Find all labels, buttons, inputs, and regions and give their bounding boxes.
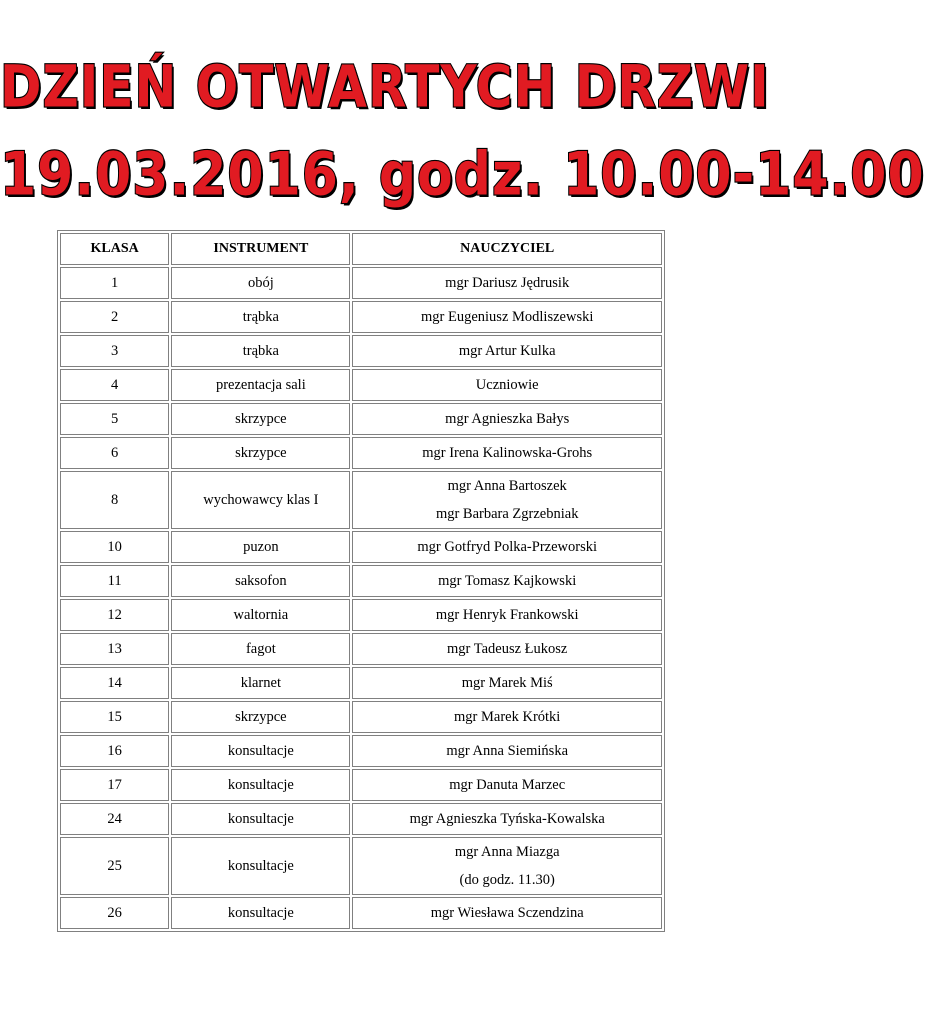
cell-instrument: saksofon bbox=[171, 565, 350, 597]
cell-nauczyciel bbox=[352, 335, 662, 367]
cell-instrument: trąbka bbox=[171, 335, 350, 367]
teacher-name: mgr Wiesława Sczendzina bbox=[430, 905, 584, 921]
cell-nauczyciel bbox=[352, 897, 662, 929]
teacher-name: (do godz. 11.30) bbox=[459, 872, 555, 888]
teacher-name: mgr Dariusz Jędrusik bbox=[445, 275, 570, 291]
table-row bbox=[60, 599, 662, 631]
table-row bbox=[60, 803, 662, 835]
teacher-name: mgr Danuta Marzec bbox=[449, 777, 566, 793]
cell-nauczyciel bbox=[352, 531, 662, 563]
cell-klasa: 17 bbox=[60, 769, 169, 801]
teacher-name: mgr Irena Kalinowska-Grohs bbox=[422, 445, 593, 461]
cell-klasa: 25 bbox=[60, 837, 169, 895]
cell-instrument: waltornia bbox=[171, 599, 350, 631]
cell-nauczyciel bbox=[352, 701, 662, 733]
cell-nauczyciel bbox=[352, 267, 662, 299]
teacher-name: mgr Gotfryd Polka-Przeworski bbox=[417, 539, 597, 555]
teacher-name: mgr Anna Miazga bbox=[454, 844, 560, 860]
table-row bbox=[60, 701, 662, 733]
cell-klasa: 15 bbox=[60, 701, 169, 733]
table-row bbox=[60, 437, 662, 469]
header-instrument: INSTRUMENT bbox=[171, 233, 350, 265]
teacher-name: mgr Anna Bartoszek bbox=[447, 478, 567, 494]
cell-nauczyciel bbox=[352, 403, 662, 435]
cell-nauczyciel bbox=[352, 769, 662, 801]
cell-klasa: 6 bbox=[60, 437, 169, 469]
cell-klasa: 16 bbox=[60, 735, 169, 767]
teacher-name: mgr Barbara Zgrzebniak bbox=[435, 506, 579, 522]
cell-nauczyciel bbox=[352, 471, 662, 529]
cell-instrument: skrzypce bbox=[171, 701, 350, 733]
cell-instrument: wychowawcy klas I bbox=[171, 471, 350, 529]
cell-nauczyciel bbox=[352, 803, 662, 835]
cell-klasa: 4 bbox=[60, 369, 169, 401]
cell-instrument: puzon bbox=[171, 531, 350, 563]
cell-instrument: trąbka bbox=[171, 301, 350, 333]
table-row bbox=[60, 471, 662, 529]
teacher-name: mgr Anna Siemińska bbox=[446, 743, 569, 759]
cell-instrument: prezentacja sali bbox=[171, 369, 350, 401]
teacher-name: mgr Eugeniusz Modliszewski bbox=[421, 309, 594, 325]
cell-klasa: 12 bbox=[60, 599, 169, 631]
cell-nauczyciel bbox=[352, 301, 662, 333]
cell-klasa: 1 bbox=[60, 267, 169, 299]
table-row bbox=[60, 837, 662, 895]
table-row bbox=[60, 301, 662, 333]
table-row bbox=[60, 667, 662, 699]
cell-instrument: konsultacje bbox=[171, 803, 350, 835]
teacher-name: mgr Agnieszka Bałys bbox=[445, 411, 570, 427]
table-row bbox=[60, 403, 662, 435]
cell-instrument: konsultacje bbox=[171, 837, 350, 895]
teacher-name: mgr Tomasz Kajkowski bbox=[438, 573, 577, 589]
cell-nauczyciel bbox=[352, 735, 662, 767]
cell-instrument: konsultacje bbox=[171, 769, 350, 801]
cell-nauczyciel bbox=[352, 633, 662, 665]
cell-klasa: 24 bbox=[60, 803, 169, 835]
cell-instrument: konsultacje bbox=[171, 735, 350, 767]
cell-instrument: obój bbox=[171, 267, 350, 299]
table-row bbox=[60, 897, 662, 929]
cell-klasa: 13 bbox=[60, 633, 169, 665]
table-header-row bbox=[60, 233, 662, 265]
cell-nauczyciel bbox=[352, 667, 662, 699]
cell-instrument: konsultacje bbox=[171, 897, 350, 929]
teacher-name: mgr Marek Krótki bbox=[454, 709, 561, 725]
cell-instrument: fagot bbox=[171, 633, 350, 665]
table-row bbox=[60, 267, 662, 299]
teacher-name: mgr Marek Miś bbox=[461, 675, 553, 691]
cell-klasa: 11 bbox=[60, 565, 169, 597]
cell-nauczyciel bbox=[352, 369, 662, 401]
table-row bbox=[60, 735, 662, 767]
table-row bbox=[60, 565, 662, 597]
header-klasa: KLASA bbox=[60, 233, 169, 265]
teacher-name: mgr Artur Kulka bbox=[458, 343, 556, 359]
cell-klasa: 10 bbox=[60, 531, 169, 563]
cell-klasa: 14 bbox=[60, 667, 169, 699]
cell-nauczyciel bbox=[352, 837, 662, 895]
teacher-name: mgr Agnieszka Tyńska-Kowalska bbox=[409, 811, 605, 827]
header-nauczyciel: NAUCZYCIEL bbox=[352, 233, 662, 265]
table-row bbox=[60, 335, 662, 367]
cell-nauczyciel bbox=[352, 565, 662, 597]
cell-klasa: 3 bbox=[60, 335, 169, 367]
table-body bbox=[60, 267, 662, 929]
teacher-name: Uczniowie bbox=[475, 377, 539, 393]
event-date-time: 19.03.2016, godz. 10.00-14.00 bbox=[0, 140, 925, 210]
cell-nauczyciel bbox=[352, 437, 662, 469]
cell-klasa: 26 bbox=[60, 897, 169, 929]
cell-instrument: klarnet bbox=[171, 667, 350, 699]
cell-nauczyciel bbox=[352, 599, 662, 631]
table-row bbox=[60, 633, 662, 665]
cell-klasa: 8 bbox=[60, 471, 169, 529]
teacher-name: mgr Henryk Frankowski bbox=[435, 607, 579, 623]
cell-klasa: 2 bbox=[60, 301, 169, 333]
cell-klasa: 5 bbox=[60, 403, 169, 435]
cell-instrument: skrzypce bbox=[171, 403, 350, 435]
teacher-name: mgr Tadeusz Łukosz bbox=[447, 641, 568, 657]
schedule-table bbox=[57, 230, 665, 932]
table-row bbox=[60, 531, 662, 563]
table-row bbox=[60, 369, 662, 401]
table-row bbox=[60, 769, 662, 801]
cell-instrument: skrzypce bbox=[171, 437, 350, 469]
page-title: DZIEŃ OTWARTYCH DRZWI bbox=[0, 53, 770, 121]
